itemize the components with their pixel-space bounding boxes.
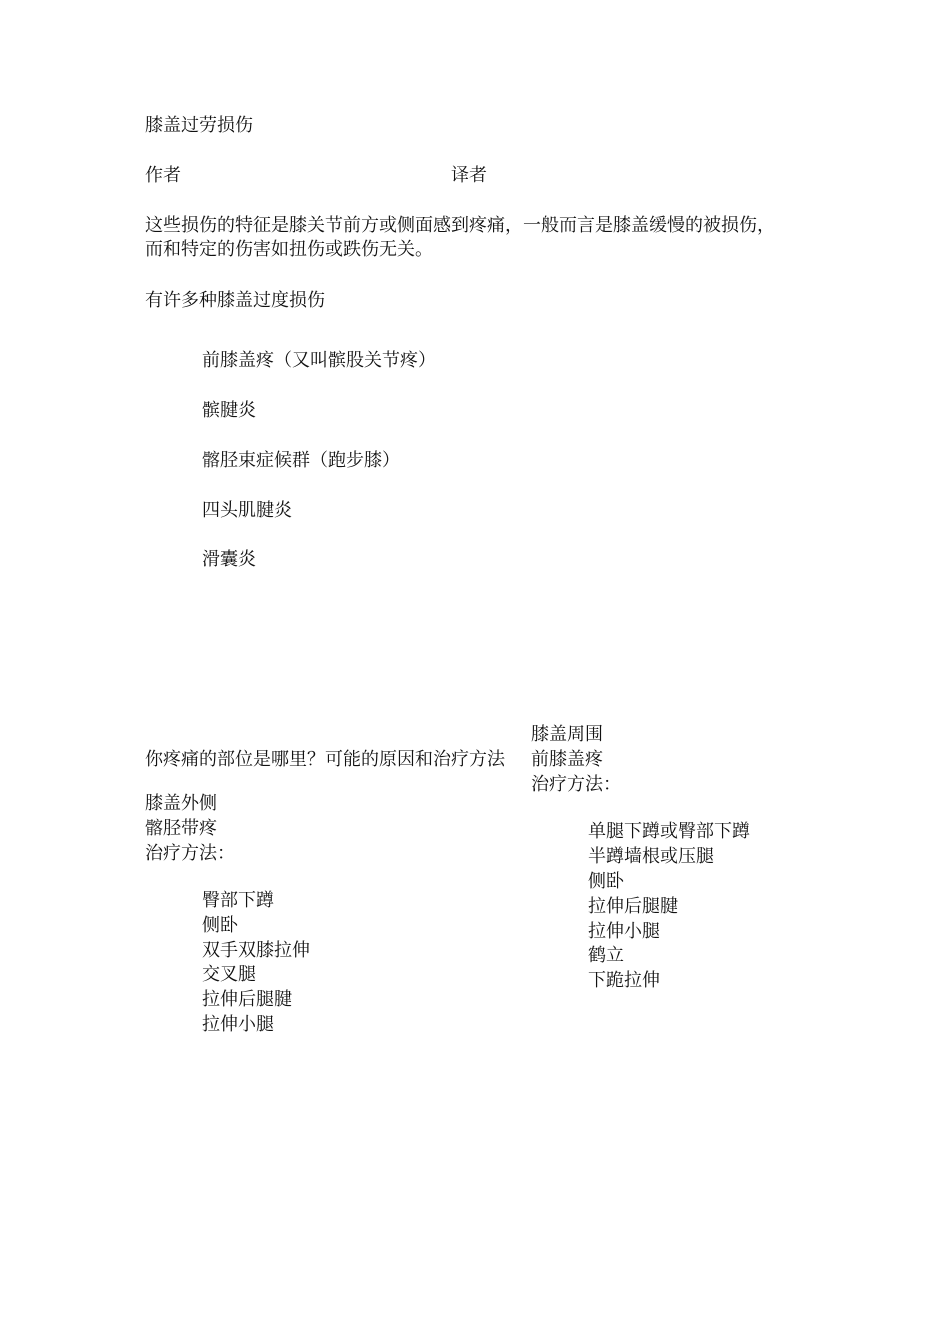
around-treatment-item: 下跪拉伸	[588, 970, 660, 991]
pain-location-question: 你疼痛的部位是哪里？可能的原因和治疗方法	[145, 749, 505, 770]
injury-type-item: 四头肌腱炎	[202, 500, 292, 521]
around-treatment-item: 侧卧	[588, 871, 624, 892]
injury-type-item: 髂胫束症候群（跑步膝）	[202, 450, 400, 471]
around-condition: 前膝盖疼	[531, 749, 603, 770]
around-location: 膝盖周围	[531, 724, 603, 745]
document-title: 膝盖过劳损伤	[145, 115, 253, 136]
outer-treatment-item: 交叉腿	[202, 964, 256, 985]
around-treatment-item: 半蹲墙根或压腿	[588, 846, 714, 867]
outer-treatment-item: 拉伸后腿腱	[202, 989, 292, 1010]
outer-treatment-label: 治疗方法：	[145, 843, 235, 864]
outer-condition: 髂胫带疼	[145, 818, 217, 839]
around-treatment-item: 拉伸小腿	[588, 921, 660, 942]
outer-treatment-item: 拉伸小腿	[202, 1014, 274, 1035]
outer-treatment-item: 双手双膝拉伸	[202, 940, 310, 961]
outer-location: 膝盖外侧	[145, 793, 217, 814]
intro-paragraph-line-2: 而和特定的伤害如扭伤或跌伤无关。	[145, 239, 433, 260]
injury-type-item: 滑囊炎	[202, 549, 256, 570]
around-treatment-item: 单腿下蹲或臀部下蹲	[588, 821, 750, 842]
injury-type-item: 髌腱炎	[202, 400, 256, 421]
translator-label: 译者	[451, 165, 487, 186]
author-label: 作者	[145, 165, 181, 186]
outer-treatment-item: 侧卧	[202, 915, 238, 936]
around-treatment-label: 治疗方法：	[531, 774, 621, 795]
outer-treatment-item: 臀部下蹲	[202, 890, 274, 911]
around-treatment-item: 拉伸后腿腱	[588, 896, 678, 917]
intro-paragraph-line-1: 这些损伤的特征是膝关节前方或侧面感到疼痛，一般而言是膝盖缓慢的被损伤，	[145, 215, 775, 236]
types-heading: 有许多种膝盖过度损伤	[145, 290, 325, 311]
injury-type-item: 前膝盖疼（又叫髌股关节疼）	[202, 350, 436, 371]
around-treatment-item: 鹤立	[588, 945, 624, 966]
